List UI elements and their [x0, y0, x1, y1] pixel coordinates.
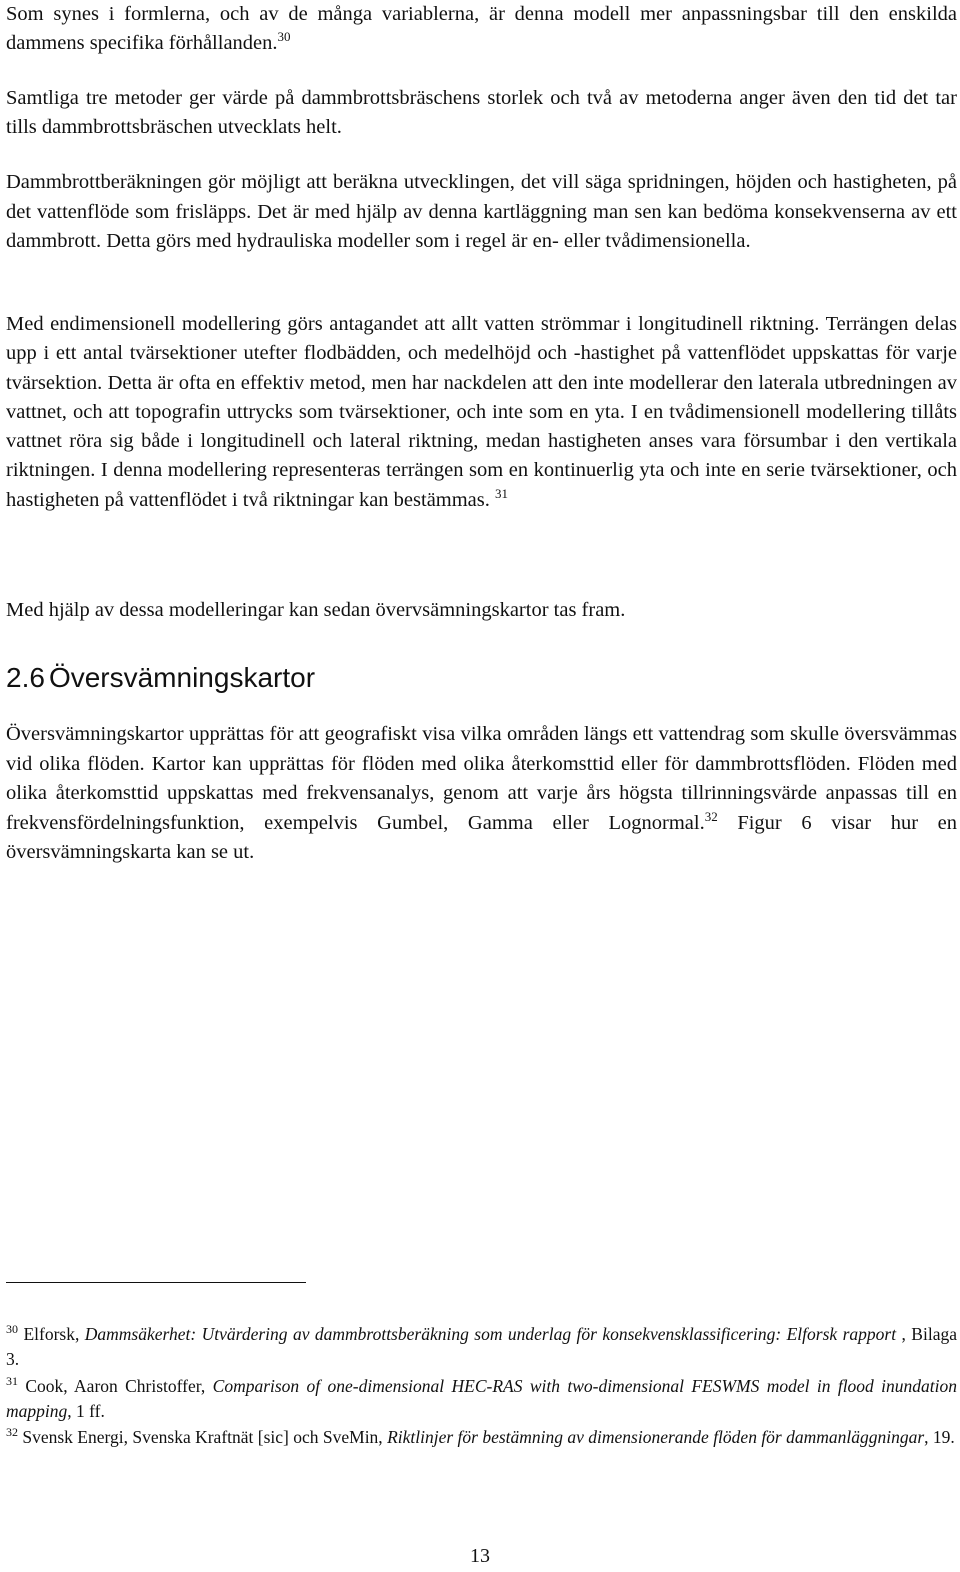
footnote-separator	[6, 1282, 306, 1283]
footnote-ref-32[interactable]: 32	[704, 808, 718, 824]
footnote-ref-30[interactable]: 30	[277, 29, 291, 44]
section-title: Översvämningskartor	[48, 662, 316, 693]
footnote-30	[6, 1322, 957, 1372]
body-paragraph-5	[6, 596, 957, 625]
section-number: 2.6	[6, 662, 45, 693]
body-paragraph-2	[6, 84, 957, 142]
body-paragraph-4	[6, 310, 957, 515]
footnote-detail: , Bilaga 3.	[6, 1324, 957, 1369]
footnote-number: 31	[6, 1374, 18, 1388]
paragraph-text: Dammbrottberäkningen gör möjligt att beräkna utvecklingen, det vill säga spridningen, höjden och hastigheten, på det vattenflöde som frisläpps. Det är med hjälp av denna kartläggning man sen kan bedöma konsekvenserna av ett dammbrott. Detta görs med hydrauliska modeller som i regel är en- eller tvådimensionella.	[6, 171, 957, 252]
footnote-title: Riktlinjer för bestämning av dimensionerande flöden för dammanläggningar	[387, 1427, 925, 1447]
footnote-number: 32	[6, 1425, 18, 1439]
footnote-31	[6, 1374, 957, 1424]
section-heading	[6, 660, 319, 696]
footnote-author: Svensk Energi, Svenska Kraftnät [sic] och SveMin,	[22, 1427, 388, 1447]
footnote-title: Comparison of one-dimensional HEC-RAS with two-dimensional FESWMS model in flood inundation mapping	[6, 1376, 957, 1421]
page-number: 13	[470, 1545, 490, 1567]
footnote-number: 30	[6, 1322, 18, 1336]
footnote-title: Dammsäkerhet: Utvärdering av dammbrottsberäkning som underlag för konsekvensklassificering: Elforsk rapport	[84, 1324, 897, 1344]
paragraph-text: Översvämningskartor upprättas för att geografiskt visa vilka områden längs ett vattendrag som skulle översvämmas vid olika flöden. Kartor kan upprättas för flöden med olika återkomsttid eller för dammbrottsflöden. Flöden med olika återkomsttid uppskattas med frekvensanalys, genom att varje års högsta tillrinningsvärde anpassas till en frekvensfördelningsfunktion, exempelvis Gumbel, Gamma eller Lognormal.	[6, 723, 957, 834]
body-paragraph-1	[6, 0, 957, 58]
footnote-detail: , 19.	[924, 1427, 955, 1447]
footnote-author: Cook, Aaron Christoffer,	[25, 1376, 213, 1396]
paragraph-text: Samtliga tre metoder ger värde på dammbrottsbräschens storlek och två av metoderna anger även den tid det tar tills dammbrottsbräschen utvecklats helt.	[6, 87, 957, 138]
footnote-32	[6, 1425, 957, 1450]
paragraph-text-continued: Figur 6 visar hur en översvämningskarta kan se ut.	[6, 811, 957, 863]
body-paragraph-6	[6, 720, 957, 868]
footnote-ref-31[interactable]: 31	[495, 485, 509, 501]
paragraph-text: Med hjälp av dessa modelleringar kan sedan övervsämningskartor tas fram.	[6, 599, 626, 621]
footnote-detail: , 1 ff.	[67, 1401, 105, 1421]
paragraph-text: Som synes i formlerna, och av de många variablerna, är denna modell mer anpassningsbar till den enskilda dammens specifika förhållanden.	[6, 3, 957, 54]
body-paragraph-3	[6, 168, 957, 257]
paragraph-text: Med endimensionell modellering görs antagandet att allt vatten strömmar i longitudinell riktning. Terrängen delas upp i ett antal tvärsektioner utefter flodbädden, och medelhöjd och -hastighet på vattenflödet uppskattas för varje tvärsektion. Detta är ofta en effektiv metod, men har nackdelen att den inte modellerar den laterala utbredningen av vattnet, och att topografin uttrycks som tvärsektioner, och inte som en yta. I en tvådimensionell modellering tillåts vattnet röra sig både i longitudinell och lateral riktning, medan hastigheten anses vara försumbar i den vertikala riktningen. I denna modellering representeras terrängen som en kontinuerlig yta och inte en serie tvärsektioner, och hastigheten på vattenflödet i två riktningar kan bestämmas.	[6, 313, 957, 511]
footnote-author: Elforsk,	[23, 1324, 85, 1344]
